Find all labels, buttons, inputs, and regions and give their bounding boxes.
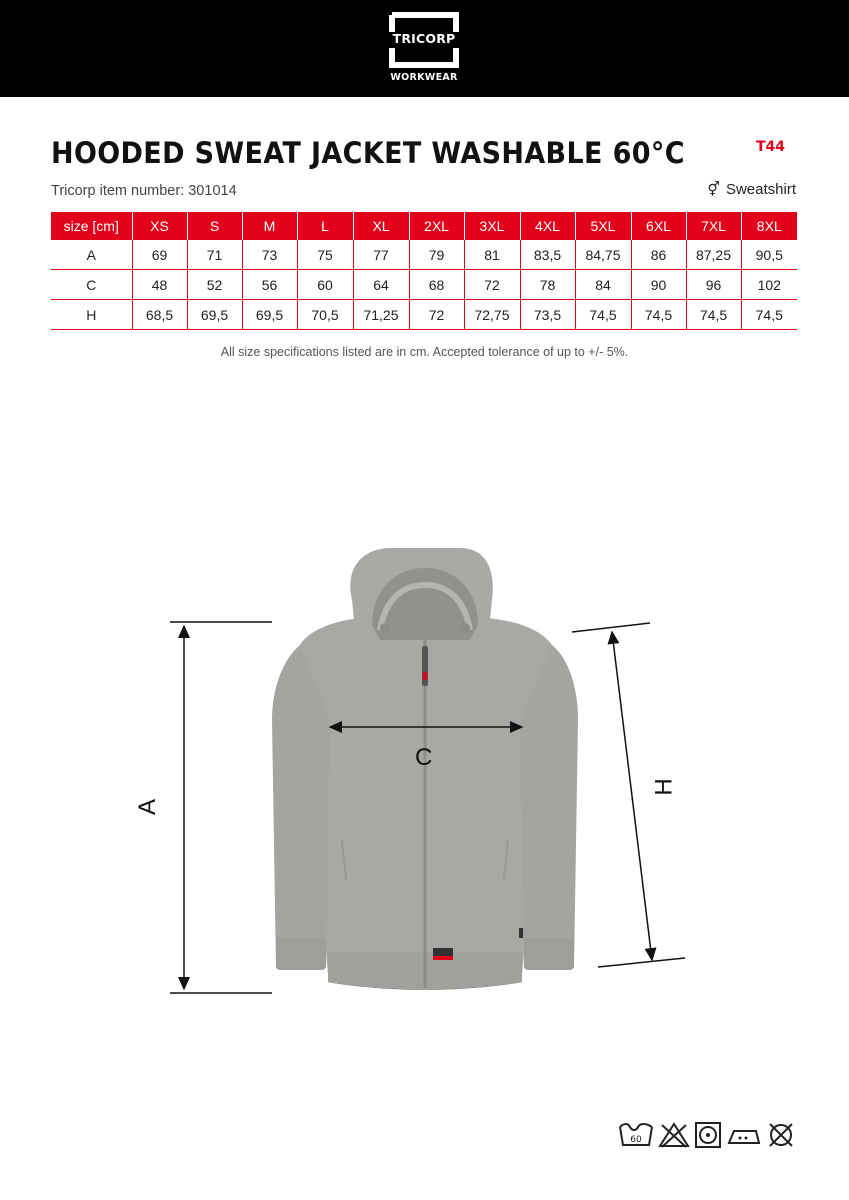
table-cell: 71,25 (353, 300, 409, 330)
care-symbols (618, 1121, 796, 1154)
dimension-label-h: H (650, 778, 678, 796)
header-cell: size [cm] (51, 212, 132, 240)
iron-icon (726, 1121, 762, 1154)
table-cell: 68 (409, 270, 464, 300)
table-cell: 69,5 (242, 300, 297, 330)
table-cell: 68,5 (132, 300, 187, 330)
table-cell: 78 (520, 270, 575, 300)
table-cell: 73,5 (520, 300, 575, 330)
table-cell: 74,5 (631, 300, 686, 330)
unisex-icon: ⚥ (707, 181, 720, 198)
table-cell: 72 (464, 270, 520, 300)
tolerance-note: All size specifications listed are in cm. Accepted tolerance of up to +/- 5%. (220, 345, 629, 359)
table-cell: 74,5 (575, 300, 631, 330)
header-cell: 6XL (631, 212, 686, 240)
header-cell: XL (353, 212, 409, 240)
table-cell: A (51, 240, 132, 270)
table-cell: 77 (353, 240, 409, 270)
category-text: Sweatshirt (725, 181, 796, 198)
table-cell: 87,25 (686, 240, 741, 270)
table-cell: 71 (187, 240, 242, 270)
wash-temperature: 60 (630, 1135, 642, 1145)
header-cell: M (242, 212, 297, 240)
header-cell: 8XL (741, 212, 797, 240)
product-code: T44 (756, 139, 786, 155)
header-cell: S (187, 212, 242, 240)
table-cell: 60 (297, 270, 353, 300)
table-cell: H (51, 300, 132, 330)
table-cell: 72 (409, 300, 464, 330)
item-number: Tricorp item number: 301014 (51, 183, 237, 199)
table-cell: 70,5 (297, 300, 353, 330)
brand-name: TRICORP (392, 31, 456, 46)
table-cell: 64 (353, 270, 409, 300)
header-cell: 5XL (575, 212, 631, 240)
table-cell: 90 (631, 270, 686, 300)
dimension-label-a: A (134, 798, 162, 816)
table-cell: 74,5 (686, 300, 741, 330)
table-cell: 73 (242, 240, 297, 270)
table-cell: 48 (132, 270, 187, 300)
brand-subtitle: WORKWEAR (390, 72, 458, 83)
no-dryclean-icon (766, 1121, 796, 1154)
dimension-label-c: C (415, 744, 433, 771)
table-cell: 83,5 (520, 240, 575, 270)
no-bleach-icon (658, 1121, 690, 1154)
table-cell: 102 (741, 270, 797, 300)
table-cell: 90,5 (741, 240, 797, 270)
table-cell: 81 (464, 240, 520, 270)
table-cell: 86 (631, 240, 686, 270)
table-cell: 69 (132, 240, 187, 270)
table-cell: 84 (575, 270, 631, 300)
table-cell: 84,75 (575, 240, 631, 270)
header-cell: XS (132, 212, 187, 240)
table-cell: 96 (686, 270, 741, 300)
wash-60-icon (618, 1121, 654, 1154)
table-cell: 69,5 (187, 300, 242, 330)
header-cell: 4XL (520, 212, 575, 240)
table-cell: 75 (297, 240, 353, 270)
header-cell: 2XL (409, 212, 464, 240)
header-cell: L (297, 212, 353, 240)
table-cell: C (51, 270, 132, 300)
table-cell: 72,75 (464, 300, 520, 330)
product-title: HOODED SWEAT JACKET WASHABLE 60°C (51, 136, 685, 170)
table-cell: 74,5 (741, 300, 797, 330)
header-cell: 7XL (686, 212, 741, 240)
tumble-dry-icon (694, 1121, 722, 1154)
header-cell: 3XL (464, 212, 520, 240)
table-cell: 79 (409, 240, 464, 270)
table-cell: 52 (187, 270, 242, 300)
table-cell: 56 (242, 270, 297, 300)
